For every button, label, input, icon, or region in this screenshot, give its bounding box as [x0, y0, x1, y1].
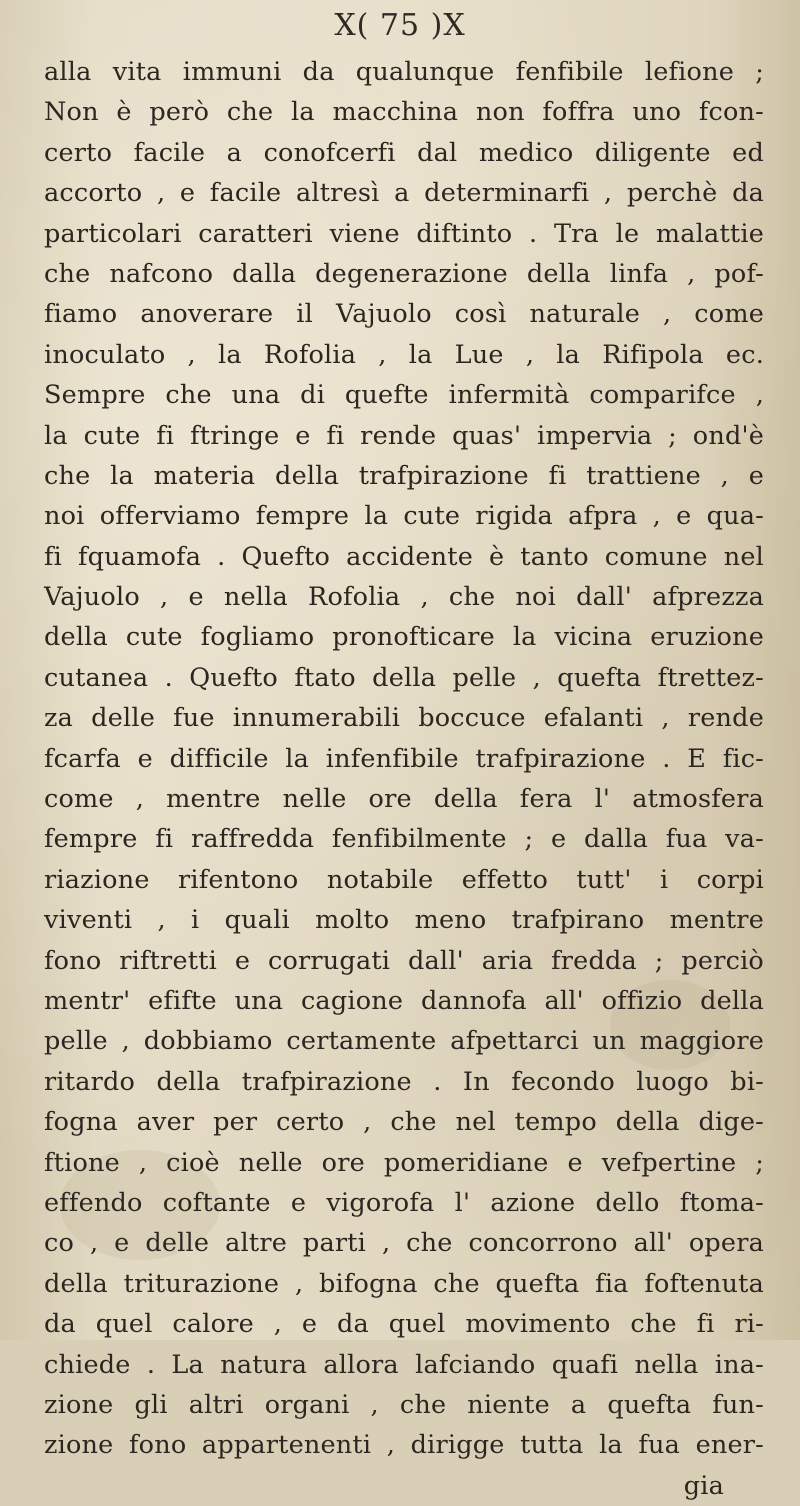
text-line: zione fono appartenenti , dirigge tutta la fua ener- [44, 1430, 764, 1461]
text-line: chiede . La natura allora lafciando quafi nella ina- [44, 1349, 764, 1380]
text-line: cutanea . Quefto ftato della pelle , quefta ftrettez- [44, 662, 764, 693]
text-line: co , e delle altre parti , che concorrono all' opera [44, 1228, 764, 1259]
text-line: effendo coftante e vigorofa l' azione dello ftoma- [44, 1187, 764, 1218]
text-line: fi fquamofa . Quefto accidente è tanto comune nel [44, 541, 764, 572]
text-line: alla vita immuni da qualunque fenfibile lefione ; [44, 57, 764, 87]
text-line: noi offerviamo fempre la cute rigida afpra , e qua- [44, 501, 764, 532]
text-line: riazione rifentono notabile effetto tutt' i corpi [44, 864, 764, 895]
text-line: fiamo anoverare il Vajuolo così naturale , come [44, 299, 764, 330]
text-line: come , mentre nelle ore della fera l' atmosfera [44, 784, 764, 815]
text-line: inoculato , la Rofolia , la Lue , la Rifipola ec. [44, 339, 764, 370]
text-line: certo facile a conofcerfi dal medico diligente ed [44, 137, 764, 168]
text-line: pelle , dobbiamo certamente afpettarci un maggiore [44, 1026, 764, 1057]
text-line: fcarfa e difficile la infenfibile trafpirazione . E fic- [44, 743, 764, 774]
text-line: ftione , cioè nelle ore pomeridiane e vefpertine ; [44, 1147, 764, 1178]
text-line: accorto , e facile altresì a determinarfi , perchè da [44, 178, 764, 209]
text-line: la cute fi ftringe e fi rende quas' impervia ; ond'è [44, 420, 764, 451]
text-line: della triturazione , bifogna che quefta fia foftenuta [44, 1268, 764, 1299]
text-line: che nafcono dalla degenerazione della linfa , pof- [44, 258, 764, 289]
text-line: Sempre che una di quefte infermità comparifce , [44, 380, 764, 411]
text-line: Vajuolo , e nella Rofolia , che noi dall' afprezza [44, 582, 764, 613]
catchword: gia [683, 1470, 724, 1501]
page-header: X( 75 )X [334, 8, 466, 43]
text-line: fempre fi raffredda fenfibilmente ; e dalla fua va- [44, 824, 764, 855]
text-line: particolari caratteri viene diftinto . Tra le malattie [44, 218, 764, 249]
text-line: mentr' efifte una cagione dannofa all' offizio della [44, 985, 764, 1016]
text-line: ritardo della trafpirazione . In fecondo luogo bi- [44, 1066, 764, 1097]
text-line: fogna aver per certo , che nel tempo della dige- [44, 1107, 764, 1138]
text-line: della cute fogliamo pronofticare la vicina eruzione [44, 622, 764, 653]
text-line: fono riftretti e corrugati dall' aria fredda ; perciò [44, 945, 764, 976]
text-line: Non è però che la macchina non foffra uno fcon- [44, 97, 764, 128]
text-line: che la materia della trafpirazione fi trattiene , e [44, 460, 764, 491]
text-line: da quel calore , e da quel movimento che fi ri- [44, 1309, 764, 1340]
text-line: za delle fue innumerabili boccuce efalanti , rende [44, 703, 764, 734]
page-body-text [44, 52, 764, 1506]
text-line: viventi , i quali molto meno trafpirano mentre [44, 905, 764, 936]
text-line: zione gli altri organi , che niente a quefta fun- [44, 1389, 764, 1420]
